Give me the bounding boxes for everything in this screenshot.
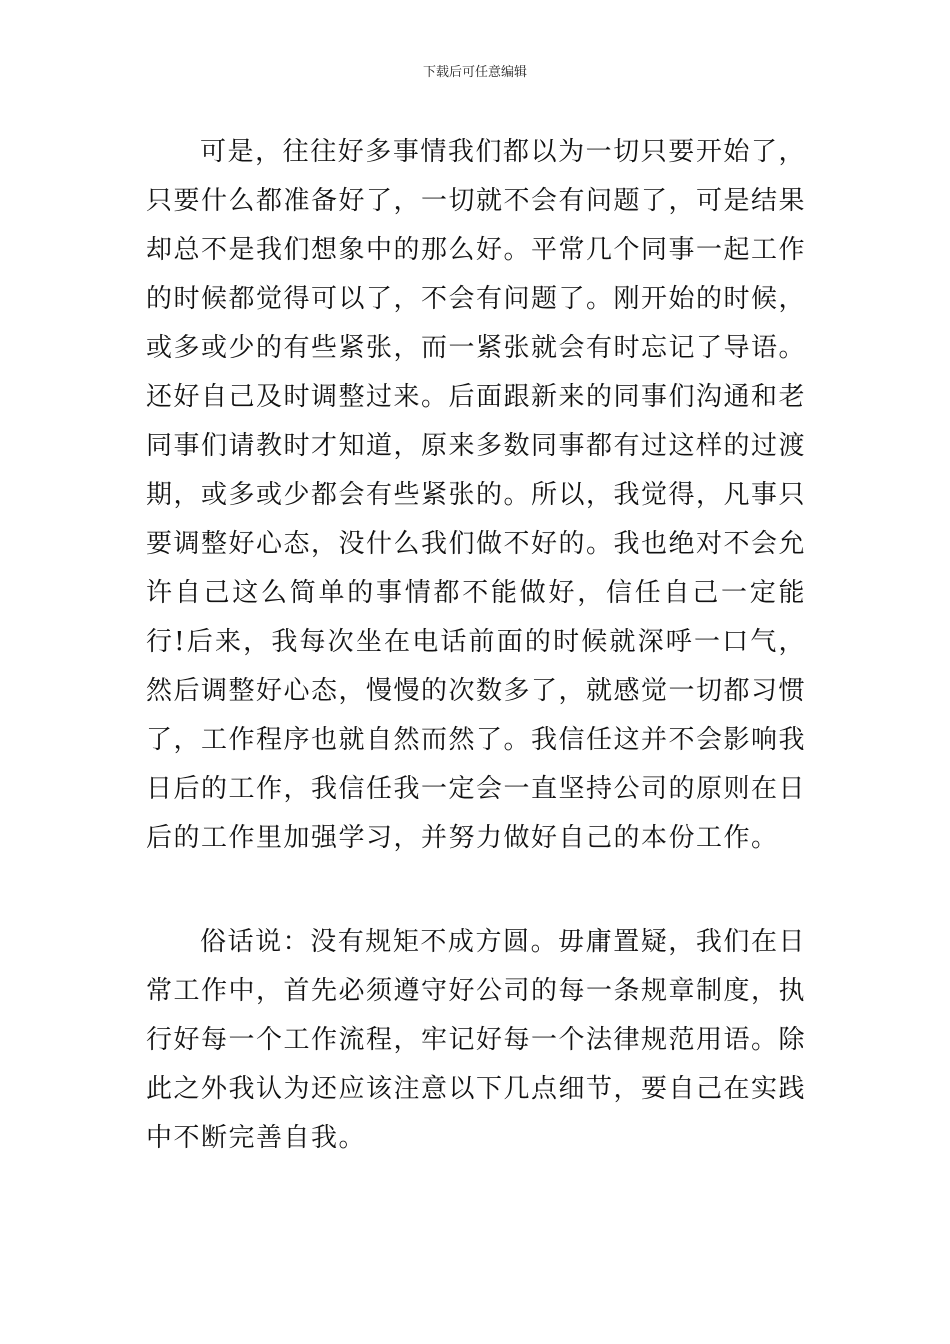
paragraph-1: 可是，往往好多事情我们都以为一切只要开始了，只要什么都准备好了，一切就不会有问题了，可是结果却总不是我们想象中的那么好。平常几个同事一起工作的时候都觉得可以了，不会有问题了。刚开始的时候，或多或少的有些紧张，而一紧张就会有时忘记了导语。还好自己及时调整过来。后面跟新来的同事们沟通和老同事们请教时才知道，原来多数同事都有过这样的过渡期，或多或少都会有些紧张的。所以，我觉得，凡事只要调整好心态，没什么我们做不好的。我也绝对不会允许自己这么简单的事情都不能做好，信任自己一定能行!后来，我每次坐在电话前面的时候就深呼一口气，然后调整好心态，慢慢的次数多了，就感觉一切都习惯了，工作程序也就自然而然了。我信任这并不会影响我日后的工作，我信任我一定会一直坚持公司的原则在日后的工作里加强学习，并努力做好自己的本份工作。 — [146, 137, 807, 853]
page-header: 下载后可任意编辑 — [422, 65, 527, 80]
paragraph-2: 俗话说：没有规矩不成方圆。毋庸置疑，我们在日常工作中，首先必须遵守好公司的每一条规章制度，执行好每一个工作流程，牢记好每一个法律规范用语。除此之外我认为还应该注意以下几点细节，要自己在实践中不断完善自我。 — [146, 927, 807, 1153]
